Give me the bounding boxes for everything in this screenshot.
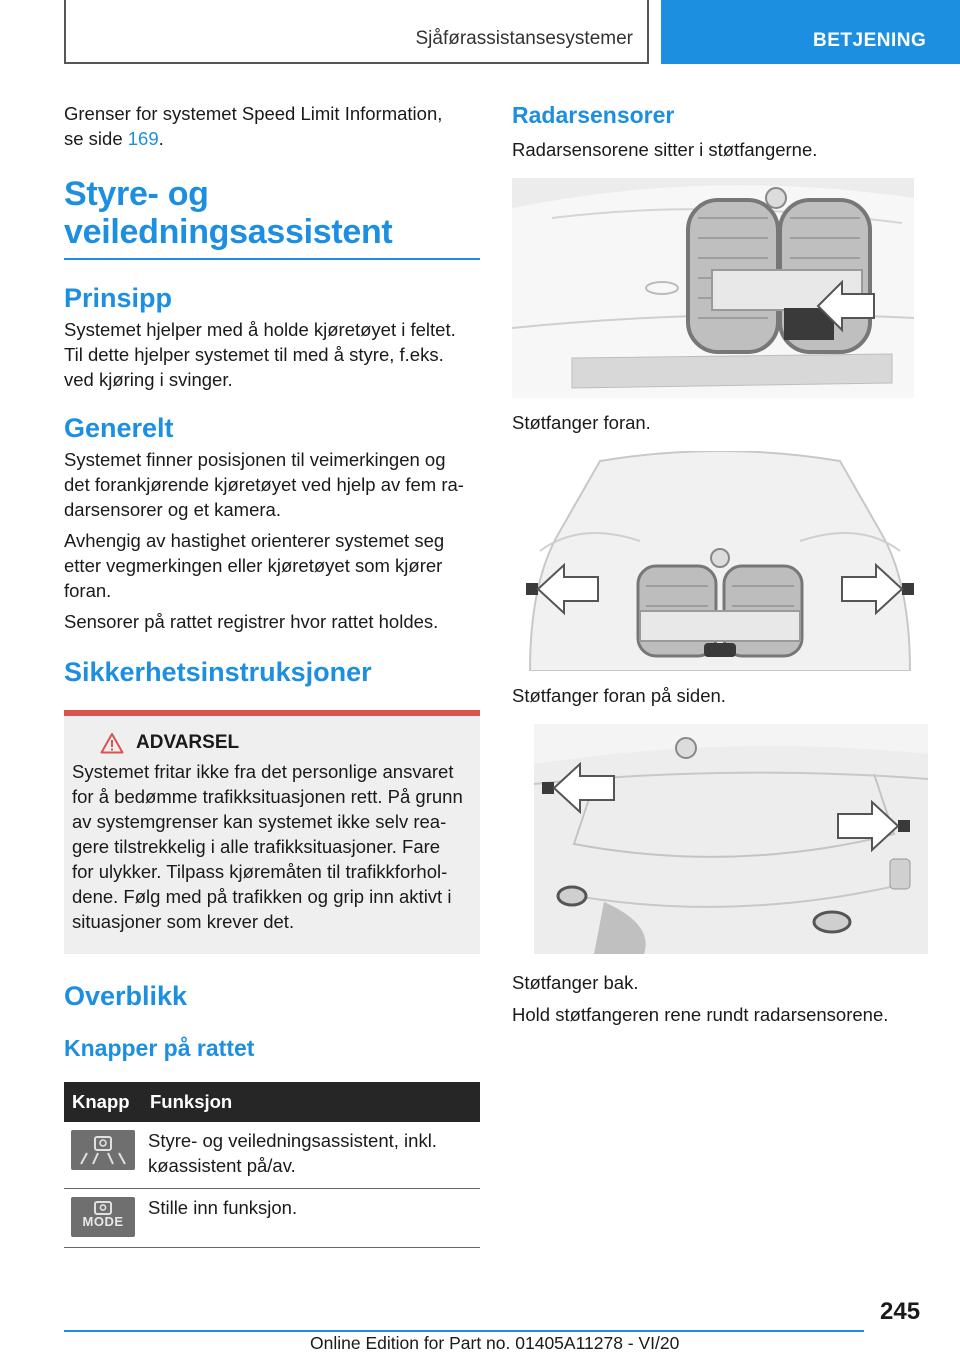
col-header-function: Funksjon	[142, 1082, 480, 1122]
warning-line-6: dene. Følg med på trafikken og grip inn aktivt i	[72, 886, 452, 907]
general-p1-line-3: darsensorer og et kamera.	[64, 499, 281, 520]
closing-paragraph: Hold støtfangeren rene rundt radarsensorene.	[512, 1004, 889, 1025]
buttons-table	[64, 1082, 480, 1248]
intro-period: .	[158, 128, 164, 149]
principle-line-1: Systemet hjelper med å holde kjøretøyet i feltet.	[64, 319, 456, 340]
left-column	[64, 101, 480, 1248]
heading-principle: Prinsipp	[64, 283, 173, 313]
warning-text	[72, 759, 473, 934]
warning-title: ADVARSEL	[136, 732, 240, 753]
general-p2-line-2: etter vegmerkingen eller kjøretøyet som kjører	[64, 555, 443, 576]
principle-paragraph	[64, 317, 480, 392]
header-section-title: Sjåførassistansesystemer	[415, 28, 633, 49]
front-side-bumper-image	[520, 451, 928, 671]
footer-edition: Online Edition for Part no. 01405A11278 - VI/20	[310, 1333, 680, 1353]
table-row	[64, 1189, 480, 1248]
mode-button-icon	[71, 1197, 135, 1237]
principle-line-3: ved kjøring i svinger.	[64, 369, 233, 390]
page-link-169[interactable]: 169	[127, 128, 159, 149]
header-chapter-tab[interactable]	[661, 0, 960, 64]
warning-line-4: gere tilstrekkelig i alle trafikksituasjoner. Fare	[72, 836, 441, 857]
warning-line-3: av systemgrenser kan systemet ikke selv rea-	[72, 811, 447, 832]
warning-line-1: Systemet fritar ikke fra det personlige ansvaret	[72, 761, 454, 782]
row1-line-2: køassistent på/av.	[148, 1155, 296, 1176]
general-p3-line-1: Sensorer på rattet registrer hvor rattet holdes.	[64, 611, 439, 632]
warning-line-5: for ulykker. Tilpass kjøremåten til trafikkforhol-	[72, 861, 448, 882]
principle-line-2: Til dette hjelper systemet til med å styre, f.eks.	[64, 344, 444, 365]
general-p2-line-1: Avhengig av hastighet orienterer systemet seg	[64, 530, 445, 551]
warning-triangle-icon	[100, 732, 124, 754]
table-header-row	[64, 1082, 480, 1122]
table-row	[64, 1122, 480, 1189]
general-paragraph-1	[64, 447, 480, 522]
icon-cell	[64, 1189, 142, 1248]
intro-line-1: Grenser for systemet Speed Limit Information,	[64, 103, 443, 124]
heading-overview: Overblikk	[64, 981, 188, 1011]
heading-steering-buttons: Knapper på rattet	[64, 1035, 255, 1061]
warning-box	[64, 710, 480, 954]
rear-bumper-image	[534, 724, 928, 954]
general-p2-line-3: foran.	[64, 580, 112, 601]
right-column	[512, 101, 928, 1027]
radar-intro: Radarsensorene sitter i støtfangerne.	[512, 139, 818, 160]
warning-line-2: for å bedømme trafikksituasjonen rett. På grunn	[72, 786, 463, 807]
page-number: 245	[880, 1298, 921, 1325]
title-line-2: veiledningsassistent	[64, 213, 393, 251]
general-p1-line-1: Systemet finner posisjonen til veimerkingen og	[64, 449, 446, 470]
row1-line-1: Styre- og veiledningsassistent, inkl.	[148, 1130, 437, 1151]
row2-line-1: Stille inn funksjon.	[148, 1197, 298, 1218]
header-chapter-label: BETJENING	[813, 30, 927, 51]
heading-safety: Sikkerhetsinstruksjoner	[64, 657, 372, 687]
intro-line-2: se side	[64, 128, 128, 149]
general-paragraph-2	[64, 528, 480, 603]
mode-label: MODE	[82, 1214, 124, 1229]
caption-front-bumper: Støtfanger foran.	[512, 412, 651, 433]
warning-header	[72, 732, 473, 754]
title-rule	[64, 258, 480, 260]
caption-front-side-bumper: Støtfanger foran på siden.	[512, 685, 726, 706]
icon-cell	[64, 1122, 142, 1189]
function-cell	[142, 1122, 480, 1189]
title-line-1: Styre- og	[64, 175, 209, 213]
col-header-button: Knapp	[64, 1082, 142, 1122]
header-section-box	[64, 0, 649, 64]
general-paragraph-3	[64, 609, 480, 634]
caption-rear-bumper: Støtfanger bak.	[512, 972, 639, 993]
heading-general: Generelt	[64, 413, 174, 443]
warning-line-7: situasjoner som krever det.	[72, 911, 295, 932]
intro-paragraph	[64, 101, 480, 151]
page-title	[64, 175, 480, 251]
footer-rule	[64, 1330, 864, 1332]
function-cell	[142, 1189, 480, 1248]
front-bumper-image	[512, 178, 928, 398]
general-p1-line-2: det forankjørende kjøretøyet ved hjelp av fem ra-	[64, 474, 464, 495]
heading-radar-sensors: Radarsensorer	[512, 102, 675, 128]
steering-assist-icon	[71, 1130, 135, 1170]
